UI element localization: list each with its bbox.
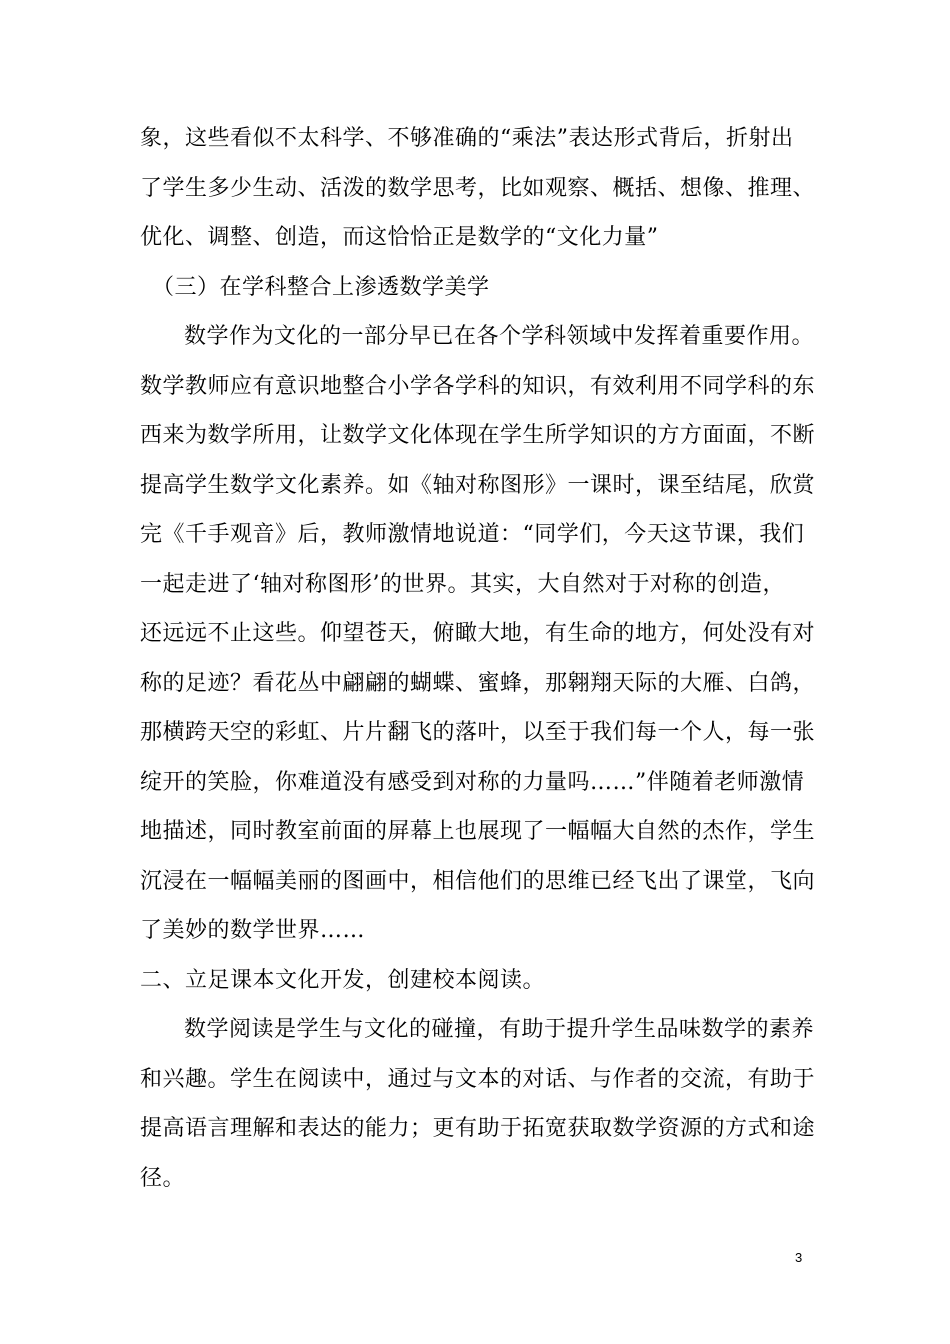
text-line: 数学教师应有意识地整合小学各学科的知识，有效利用不同学科的东: [140, 373, 816, 399]
text-line: 沉浸在一幅幅美丽的图画中，相信他们的思维已经飞出了课堂，飞向: [140, 868, 816, 894]
text-line: 西来为数学所用，让数学文化体现在学生所学知识的方方面面，不断: [140, 423, 816, 448]
text-line: 还远远不止这些。仰望苍天，俯瞰大地，有生命的地方，何处没有对: [140, 621, 816, 646]
text-line: 了学生多少生动、活泼的数学思考，比如观察、概括、想像、推理、: [140, 175, 816, 201]
text-line: 优化、调整、创造，而这恰恰正是数学的“文化力量”: [140, 225, 659, 250]
section-heading: 二、立足课本文化开发，创建校本阅读。: [140, 967, 546, 993]
body-text: [140, 114, 816, 1203]
text-line: 了美妙的数学世界……: [140, 918, 366, 943]
text-line: 绽开的笑脸，你难道没有感受到对称的力量吗……”伴随着老师激情: [140, 769, 805, 795]
text-line: 一起走进了‘轴对称图形’的世界。其实，大自然对于对称的创造，: [140, 571, 785, 597]
text-line: 提高学生数学文化素养。如《轴对称图形》一课时，课至结尾，欣赏: [140, 472, 816, 498]
text-line: 称的足迹？看花丛中翩翩的蝴蝶、蜜蜂，那翱翔天际的大雁、白鸽，: [140, 670, 816, 696]
section-heading: （三）在学科整合上渗透数学美学: [152, 274, 490, 300]
text-line: 象，这些看似不太科学、不够准确的“乘法”表达形式背后，折射出: [140, 126, 794, 151]
text-line: 和兴趣。学生在阅读中，通过与文本的对话、与作者的交流，有助于: [140, 1066, 816, 1092]
text-line: 那横跨天空的彩虹、片片翻飞的落叶，以至于我们每一个人，每一张: [140, 720, 816, 745]
text-line: 地描述，同时教室前面的屏幕上也展现了一幅幅大自然的杰作，学生: [140, 819, 816, 844]
text-line: 径。: [140, 1165, 186, 1191]
text-line: 提高语言理解和表达的能力；更有助于拓宽获取数学资源的方式和途: [140, 1116, 816, 1141]
text-line: 数学作为文化的一部分早已在各个学科领域中发挥着重要作用。: [184, 324, 815, 349]
text-line: 完《千手观音》后，教师激情地说道：“同学们，今天这节课，我们: [140, 522, 805, 547]
page-number: 3: [795, 1250, 803, 1265]
text-line: 数学阅读是学生与文化的碰撞，有助于提升学生品味数学的素养: [184, 1017, 815, 1042]
